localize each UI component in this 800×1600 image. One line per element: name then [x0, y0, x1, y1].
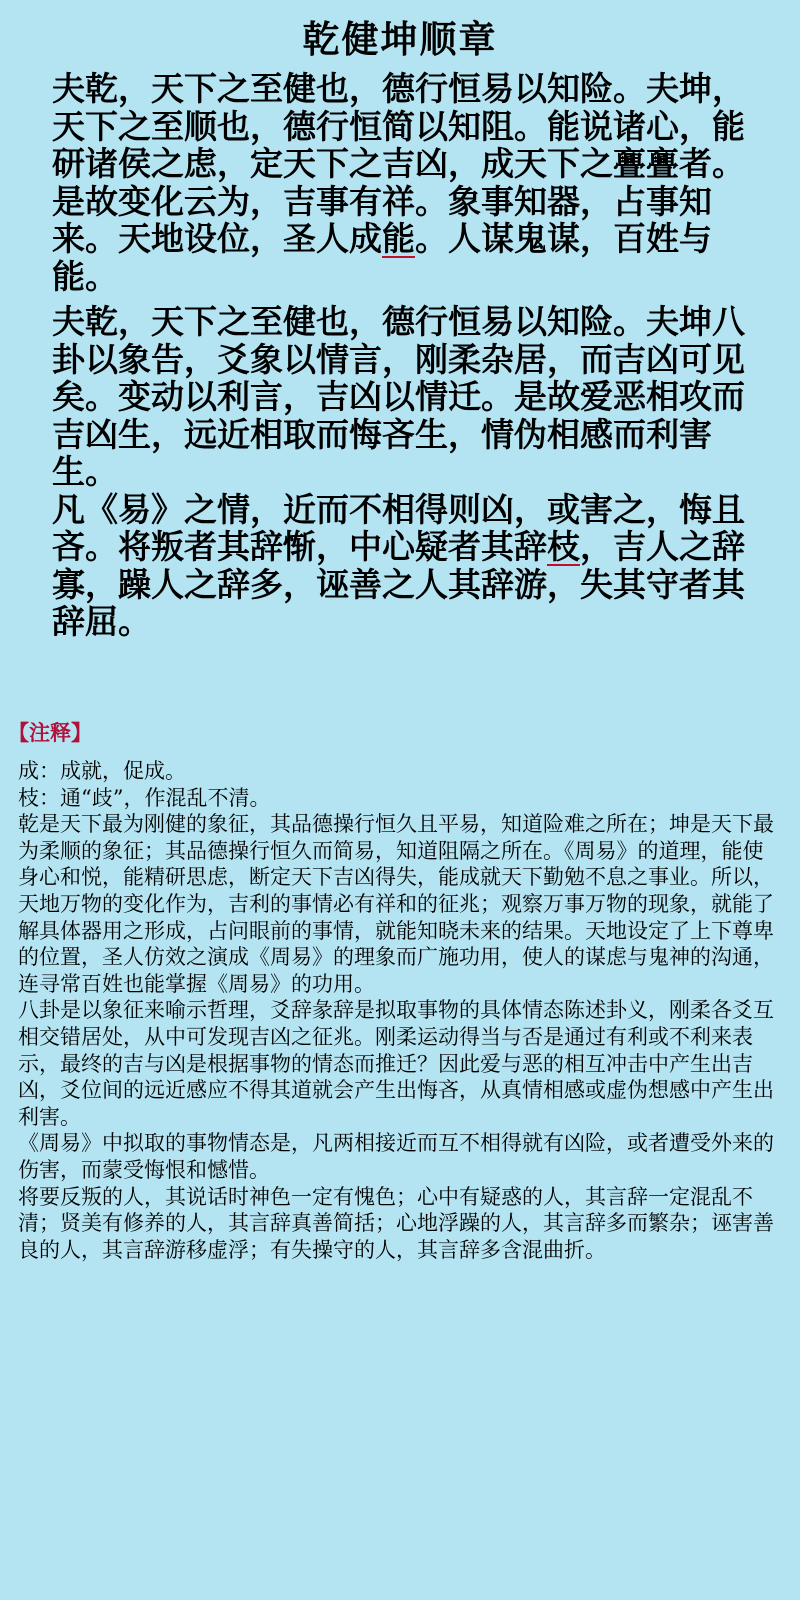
classic-paragraph-4-start: 凡《易》之情，近而不相得则凶，或害之，悔且吝。将叛者其辞惭，中心疑者其辞: [52, 489, 745, 566]
notes-heading: 【注释】: [8, 721, 92, 745]
annotated-word-zhi: 枝: [547, 527, 580, 566]
notes-section: [18, 758, 782, 1263]
classic-paragraph-2: [52, 183, 752, 296]
note-item: 将要反叛的人，其说话时神色一定有愧色；心中有疑惑的人，其言辞一定混乱不清；贤美有修养的人，其言辞真善简括；心地浮躁的人，其言辞多而繁杂；诬害善良的人，其言辞游移虚浮；有失操守的人，其言辞多含混曲折。: [18, 1184, 774, 1262]
classic-paragraph-3: 夫乾，天下之至健也，德行恒易以知险。夫坤八卦以象告，爻象以情言，刚柔杂居，而吉凶可见矣。变动以利言，吉凶以情迁。是故爱恶相攻而吉凶生，远近相取而悔吝生，情伪相感而利害生。: [52, 302, 745, 491]
page-title: 乾健坤顺章: [302, 18, 498, 61]
note-item: 《周易》中拟取的事物情态是，凡两相接近而互不相得就有凶险，或者遭受外来的伤害，而蒙受悔恨和憾惜。: [18, 1131, 774, 1182]
classic-text: [52, 70, 752, 641]
classic-paragraph-2-end: 。人谋鬼谋，百姓与能。: [52, 219, 712, 296]
classic-paragraph-1: 夫乾，天下之至健也，德行恒易以知险。夫坤，天下之至顺也，德行恒简以知阻。能说诸心，能研诸侯之虑，定天下之吉凶，成天下之亹亹者。: [52, 69, 745, 183]
classic-paragraph-4-end: ，吉人之辞寡，躁人之辞多，诬善之人其辞游，失其守者其辞屈。: [52, 527, 745, 641]
note-item: 成：成就，促成。: [18, 759, 186, 783]
note-item: 枝：通“歧”，作混乱不清。: [18, 785, 271, 810]
note-item: 乾是天下最为刚健的象征，其品德操行恒久且平易，知道险难之所在；坤是天下最为柔顺的象征；其品德操行恒久而简易，知道阻隔之所在。《周易》的道理，能使身心和悦，能精研思虑，断定天下吉凶得失，能成就天下勤勉不息之事业。所以，天地万物的变化作为，吉利的事情必有祥和的征兆；观察万事万物的现象，就能了解具体器用之形成，占问眼前的事情，就能知晓未来的结果。天地设定了上下尊卑的位置，圣人仿效之演成《周易》的理象而广施功用，使人的谋虑与鬼神的沟通，连寻常百姓也能掌握《周易》的功用。: [18, 812, 774, 996]
annotated-word-neng: 能: [382, 219, 415, 258]
classic-paragraph-2-start: 是故变化云为，吉事有祥。象事知器，占事知来。天地设位，圣人成: [52, 181, 712, 258]
classic-paragraph-4: [52, 491, 752, 641]
note-item: 八卦是以象征来喻示哲理，爻辞彖辞是拟取事物的具体情态陈述卦义，刚柔各爻互相交错居处，从中可发现吉凶之征兆。刚柔运动得当与否是通过有利或不利来表示，最终的吉与凶是根据事物的情态而推迁？因此爱与恶的相互冲击中产生出吉凶，爻位间的远近感应不得其道就会产生出悔吝，从真情相感或虚伪想感中产生出利害。: [18, 998, 774, 1129]
